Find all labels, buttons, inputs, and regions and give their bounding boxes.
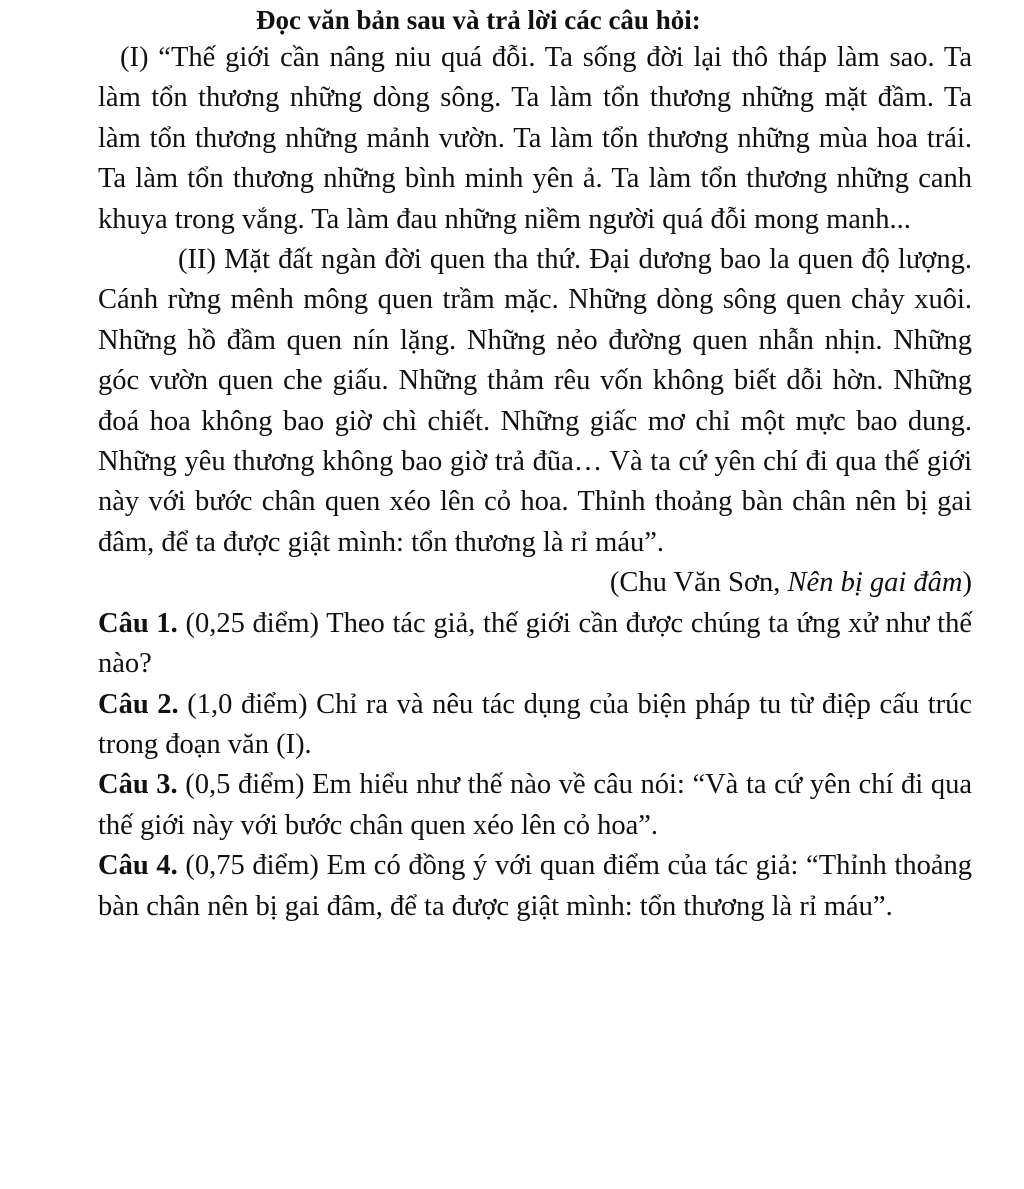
instruction-heading: Đọc văn bản sau và trả lời các câu hỏi: [256,5,701,35]
passage-paragraph-2: (II) Mặt đất ngàn đời quen tha thứ. Đại dương bao la quen độ lượng. Cánh rừng mênh mông quen trầm mặc. Những dòng sông quen chảy xuôi. Những hồ đầm quen nín lặng. Những nẻo đường quen nhẫn nhịn. Những góc vườn quen che giấu. Những thảm rêu vốn không biết dỗi hờn. Những đoá hoa không bao giờ chì chiết. Những giấc mơ chỉ một mực bao dung. Những yêu thương không bao giờ trả đũa… Và ta cứ yên chí đi qua thế giới này với bước chân quen xéo lên cỏ hoa. Thỉnh thoảng bàn chân nên bị gai đâm, để ta được giật mình: tổn thương là rỉ máu”. [98,244,972,558]
question-1-text: (0,25 điểm) Theo tác giả, thế giới cần được chúng ta ứng xử như thế nào? [98,607,972,680]
question-2 [98,685,972,766]
source-title: Nên bị gai đâm [787,567,963,599]
question-2-label: Câu 2. [98,688,179,720]
question-3 [98,765,972,846]
question-3-label: Câu 3. [98,769,178,801]
passage-paragraph-1: (I) “Thế giới cần nâng niu quá đỗi. Ta sống đời lại thô tháp làm sao. Ta làm tổn thương những dòng sông. Ta làm tổn thương những mặt đầm. Ta làm tổn thương những mảnh vườn. Ta làm tổn thương những mùa hoa trái. Ta làm tổn thương những bình minh yên ả. Ta làm tổn thương những canh khuya trong vắng. Ta làm đau những niềm người quá đỗi mong manh... [98,42,972,235]
question-1-label: Câu 1. [98,607,178,639]
question-3-text: (0,5 điểm) Em hiểu như thế nào về câu nói: “Và ta cứ yên chí đi qua thế giới này với bước chân quen xéo lên cỏ hoa”. [98,769,972,841]
question-2-text: (1,0 điểm) Chỉ ra và nêu tác dụng của biện pháp tu từ điệp cấu trúc trong đoạn văn (I). [98,688,973,760]
question-4-label: Câu 4. [98,850,178,882]
question-1 [98,604,972,685]
source-prefix: (Chu Văn Sơn, [609,567,788,599]
source-suffix: ) [962,567,972,599]
source-citation [98,563,972,603]
question-4-text: (0,75 điểm) Em có đồng ý với quan điểm của tác giả: “Thỉnh thoảng bàn chân nên bị gai đâm, để ta được giật mình: tổn thương là rỉ máu”. [98,850,973,922]
question-4 [98,846,972,927]
